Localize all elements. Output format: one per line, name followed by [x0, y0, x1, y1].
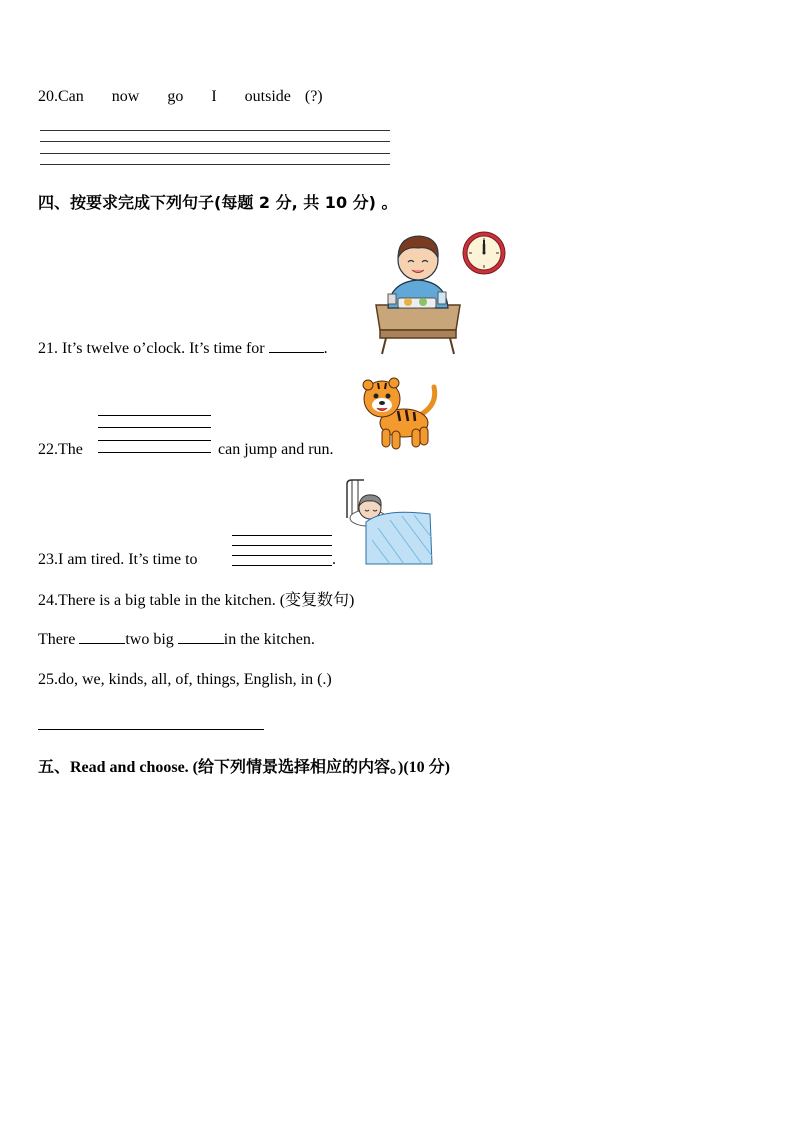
- q24b-part1: There: [38, 631, 76, 648]
- section-5-title: 五、Read and choose. (给下列情景选择相应的内容。)(10 分): [38, 759, 450, 776]
- question-21-end: .: [323, 340, 328, 357]
- answer-blank-21[interactable]: [269, 338, 324, 353]
- clock-icon: [461, 230, 507, 276]
- question-20-number: 20.: [38, 88, 58, 105]
- question-20: [38, 88, 323, 106]
- q24b-part2: two big: [125, 631, 174, 648]
- answer-blank-24a[interactable]: [79, 629, 125, 644]
- answer-line-25[interactable]: [38, 729, 264, 730]
- section-4-title: 四、按要求完成下列句子(每题 2 分, 共 10 分) 。: [38, 193, 398, 212]
- question-23-end: .: [332, 551, 336, 568]
- question-24: 24.There is a big table in the kitchen. (变复数句): [38, 592, 355, 609]
- question-21: [38, 338, 328, 358]
- tiger-icon: [358, 375, 442, 455]
- answer-blank-24b[interactable]: [178, 629, 224, 644]
- question-22-start: 22.The: [38, 441, 83, 458]
- question-21-text: 21. It’s twelve o’clock. It’s time for: [38, 340, 265, 357]
- question-23-text: 23.I am tired. It’s time to: [38, 551, 198, 568]
- boy-eating-icon: [368, 230, 468, 355]
- question-22-end: can jump and run.: [218, 441, 334, 458]
- question-24-answer: [38, 629, 315, 649]
- sleeping-girl-icon: [344, 478, 434, 566]
- question-25: 25.do, we, kinds, all, of, things, English, in (.): [38, 671, 332, 688]
- q24b-part3: in the kitchen.: [223, 631, 315, 648]
- question-20-words: Can now go I outside (?): [58, 88, 323, 105]
